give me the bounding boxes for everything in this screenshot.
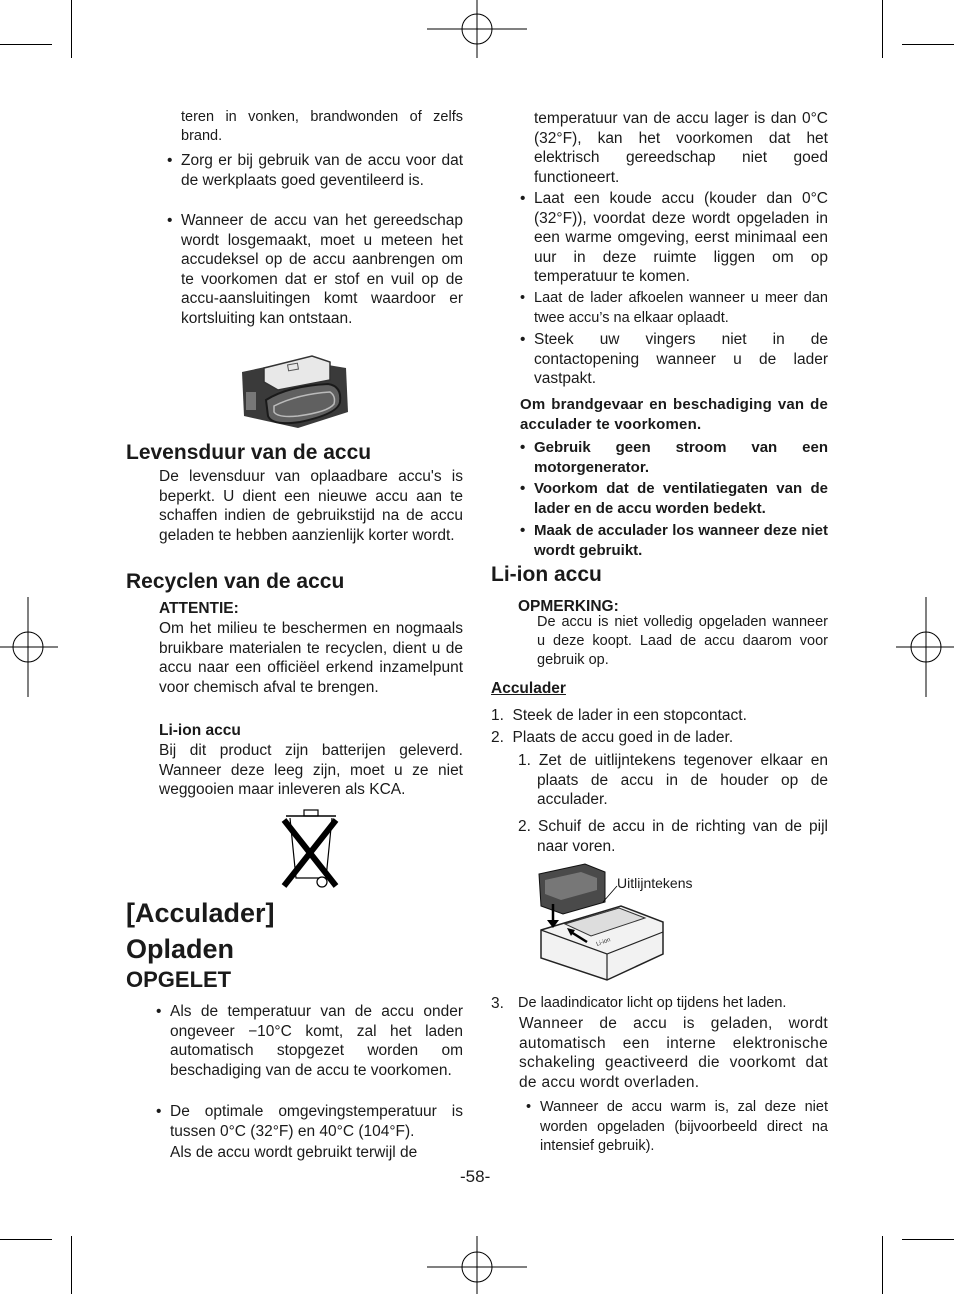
registration-mark-icon xyxy=(427,1236,527,1294)
liion-label: Li-ion accu xyxy=(159,722,241,739)
section-title-lifespan: Levensduur van de accu xyxy=(126,441,372,464)
list-item-text: Steek uw vingers niet in de contactopening wanneer u de lader vastpakt. xyxy=(534,331,828,387)
attentie-label: ATTENTIE: xyxy=(159,600,239,617)
crop-mark xyxy=(0,1239,52,1240)
list-item: • Als de temperatuur van de accu onder ongeveer −10°C komt, zal het laden automatisch stopgezet worden om beschadiging van de accu te voorkomen. xyxy=(156,1003,463,1079)
opmerking-text: De accu is niet volledig opgeladen wanneer u deze koopt. Laad de accu daarom voor gebruik op. xyxy=(537,614,828,668)
opmerking-label: OPMERKING: xyxy=(518,598,619,615)
crop-mark xyxy=(71,1236,72,1294)
attentie-text: Om het milieu te beschermen en nogmaals bruikbare materialen te recyclen, dient u de accu naar een officiëel erkend inzamelpunt voor chemisch afval te brengen. xyxy=(159,620,463,696)
crop-mark xyxy=(71,0,72,58)
substep-2: 2. Schuif de accu in de richting van de pijl naar voren. xyxy=(518,818,828,855)
list-item: • Laat een koude accu (kouder dan 0°C (32°F)), voordat deze wordt opgeladen in een warme omgeving, eerst minimaal een uur in deze ruimte liggen om op temperatuur te komen. xyxy=(520,190,828,285)
crop-mark xyxy=(882,0,883,58)
list-item-text: De optimale omgevingstemperatuur is tussen 0°C (32°F) en 40°C (104°F). xyxy=(170,1103,463,1140)
crop-mark xyxy=(0,44,52,45)
list-item-text: Voorkom dat de ventilatiegaten van de lader en de accu worden bedekt. xyxy=(534,480,828,517)
intro-continuation: teren in vonken, brandwonden of zelfs brand. xyxy=(181,109,463,144)
crop-mark xyxy=(902,1239,954,1240)
figure-label: Uitlijntekens xyxy=(617,875,693,891)
step-3-first-line: De laadindicator licht op tijdens het laden. xyxy=(518,995,787,1011)
battery-pack-image xyxy=(238,350,352,432)
section-title-recycle: Recyclen van de accu xyxy=(126,570,345,593)
svg-text:Li-ion: Li-ion xyxy=(595,937,612,948)
list-item-text: Laat een koude accu (kouder dan 0°C (32°F)), voordat deze wordt opgeladen in een warme omgeving, eerst minimaal een uur in deze ruimte liggen om op temperatuur te komen. xyxy=(534,190,828,285)
liion-text: Bij dit product zijn batterijen geleverd. Wanneer deze leeg zijn, moet u ze niet weggooien maar inleveren als KCA. xyxy=(159,742,463,798)
list-item: • Zorg er bij gebruik van de accu voor dat de werkplaats goed geventileerd is. xyxy=(167,152,463,189)
list-item-text: Wanneer de accu warm is, zal deze niet worden opgeladen (bijvoorbeeld direct na intensief gebruik). xyxy=(540,1099,828,1154)
list-item: • Wanneer de accu warm is, zal deze niet worden opgeladen (bijvoorbeeld direct na intensief gebruik). xyxy=(526,1099,828,1154)
page-number: -58- xyxy=(460,1167,491,1186)
list-item-text: Als de temperatuur van de accu onder ongeveer −10°C komt, zal het laden automatisch stopgezet worden om beschadiging van de accu te voorkomen. xyxy=(170,1003,463,1079)
list-item-text: Zorg er bij gebruik van de accu voor dat de werkplaats goed geventileerd is. xyxy=(181,152,463,189)
list-item: • De optimale omgevingstemperatuur is tussen 0°C (32°F) en 40°C (104°F). xyxy=(156,1103,463,1140)
registration-mark-icon xyxy=(427,0,527,58)
continued-text: Als de accu wordt gebruikt terwijl de xyxy=(170,1144,418,1161)
list-item-text: Laat de lader afkoelen wanneer u meer dan twee accu’s na elkaar oplaadt. xyxy=(534,290,828,326)
list-item: • Wanneer de accu van het gereedschap wordt losgemaakt, moet u meteen het accudeksel op de accu aanbrengen om te voorkomen dat er stof en vuil op de accu-aansluitingen komt waardoor er kortsluiting kan ontstaan. xyxy=(167,212,463,327)
registration-mark-icon xyxy=(0,597,58,697)
lifespan-text: De levensduur van oplaadbare accu's is beperkt. U dient een nieuwe accu aan te schaffen indien de gebruikstijd na de accu geladen te hebben aanzienlijk korter wordt. xyxy=(159,468,463,544)
list-item: • Steek uw vingers niet in de contactopening wanneer u de lader vastpakt. xyxy=(520,331,828,387)
step-2: 2. Plaats de accu goed in de lader. xyxy=(491,729,734,746)
crop-mark xyxy=(882,1236,883,1294)
substep-1: 1. Zet de uitlijntekens tegenover elkaar en plaats de accu in de houder op de acculader. xyxy=(518,752,828,808)
acculader-label: Acculader xyxy=(491,680,566,697)
step-3-number: 3. xyxy=(491,995,504,1012)
warning-heading: Om brandgevaar en beschadiging van de acculader te voorkomen. xyxy=(520,396,828,433)
registration-mark-icon xyxy=(896,597,954,697)
continued-text: temperatuur van de accu lager is dan 0°C (32°F), kan het voorkomen dat het elektrisch gereedschap niet goed functioneert. xyxy=(534,110,828,186)
section-title-liion: Li-ion accu xyxy=(491,563,602,586)
page-title-acculader: [Acculader] xyxy=(126,898,275,928)
crossed-bin-icon xyxy=(280,806,342,892)
list-item: • Maak de acculader los wanneer deze niet wordt gebruikt. xyxy=(520,522,828,559)
crop-mark xyxy=(902,44,954,45)
step-3-text: Wanneer de accu is geladen, wordt automatisch een interne elektronische schakeling geactiveerd die voorkomt dat de accu wordt overladen. xyxy=(519,1015,828,1091)
list-item-text: Gebruik geen stroom van een motorgenerator. xyxy=(534,439,828,476)
list-item-text: Maak de acculader los wanneer deze niet wordt gebruikt. xyxy=(534,522,828,559)
list-item: • Gebruik geen stroom van een motorgenerator. xyxy=(520,439,828,476)
list-item: • Laat de lader afkoelen wanneer u meer dan twee accu’s na elkaar oplaadt. xyxy=(520,290,828,326)
list-item: • Voorkom dat de ventilatiegaten van de lader en de accu worden bedekt. xyxy=(520,480,828,517)
step-1: 1. Steek de lader in een stopcontact. xyxy=(491,707,747,724)
section-title-opladen: Opladen xyxy=(126,934,235,964)
list-item-text: Wanneer de accu van het gereedschap wordt losgemaakt, moet u meteen het accudeksel op de accu aanbrengen om te voorkomen dat er stof en vuil op de accu-aansluitingen komt waardoor er kortsluiting kan ontstaan. xyxy=(181,212,463,327)
section-title-opgelet: OPGELET xyxy=(126,967,232,992)
